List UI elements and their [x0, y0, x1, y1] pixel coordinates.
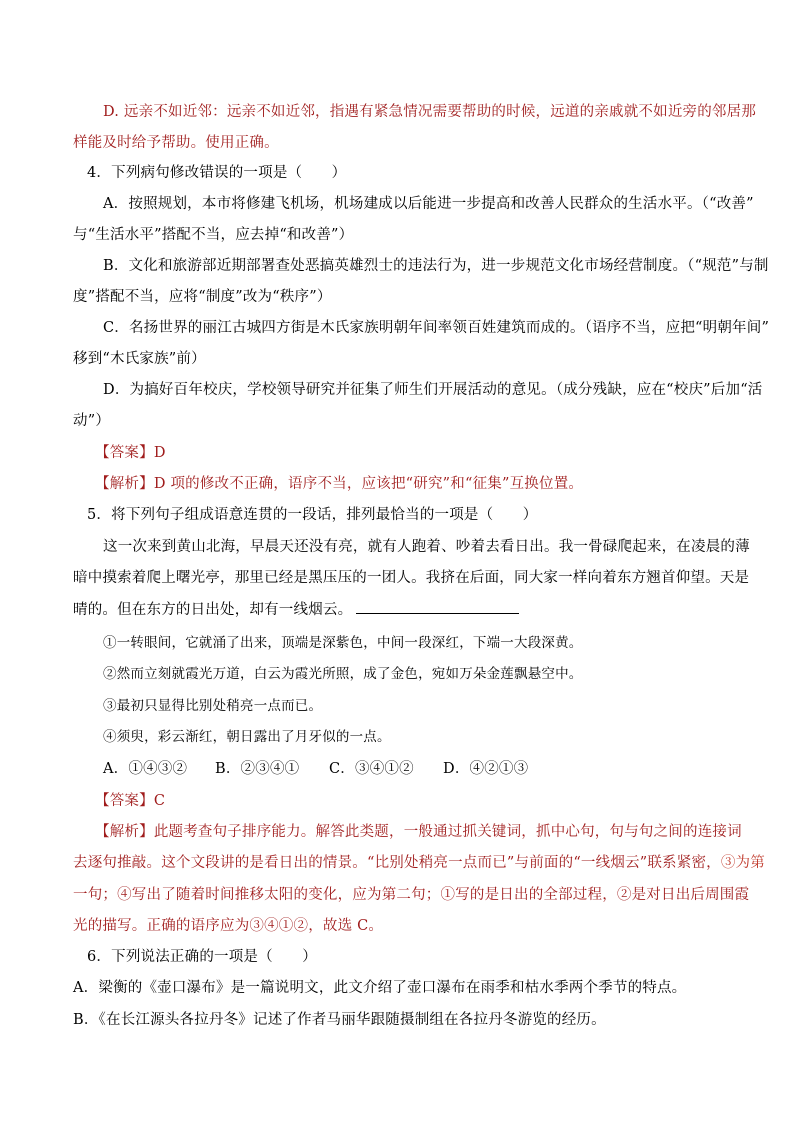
- q4-option-d-line2: 动”）: [73, 413, 111, 429]
- q5-sentence-4: ④须臾，彩云渐红，朝日露出了月牙似的一点。: [103, 729, 391, 745]
- q4-answer: [95, 444, 166, 462]
- q5-passage-line2: 暗中摸索着爬上曙光亭，那里已经是黑压压的一团人。我挤在后面，同大家一样向着东方翘首仰望。天是: [73, 570, 750, 586]
- q5-sentence-2: ②然而立刻就霞光万道，白云为霞光所照，成了金色，宛如万朵金莲飘悬空中。: [103, 666, 583, 682]
- q4-option-a-line2: 与“生活水平”搭配不当，应去掉“和改善”）: [73, 227, 354, 243]
- q5-passage-line1: 这一次来到黄山北海，早晨天还没有亮，就有人跑着、吵着去看日出。我一骨碌爬起来，在凌晨的薄: [103, 539, 750, 555]
- q4-analysis-label: 【解析】: [95, 476, 154, 492]
- q5-answer-label: 【答案】: [95, 793, 154, 809]
- q6-stem: 6．下列说法正确的一项是（ ）: [87, 949, 317, 965]
- q5-analysis-line2: [73, 854, 765, 872]
- q4-option-b-line2: 度”搭配不当，应将“制度”改为“秩序”）: [73, 289, 332, 305]
- q5-passage-line3: [73, 600, 519, 619]
- q3-option-d-line1: D. 远亲不如近邻：远亲不如近邻，指遇有紧急情况需要帮助的时候，远道的亲戚就不如近旁的邻居那: [103, 104, 757, 120]
- q3-option-d-line2: 样能及时给予帮助。使用正确。: [73, 135, 279, 151]
- q5-analysis-line3: 一句；④写出了随着时间推移太阳的变化，应为第二句；①写的是日出的全部过程，②是对日出后周围霞: [73, 887, 750, 903]
- q4-answer-value: D: [153, 445, 166, 461]
- q5-answer-value: C: [153, 793, 166, 809]
- q4-option-d-line1: D．为搞好百年校庆，学校领导研究并征集了师生们开展活动的意见。（成分残缺，应在“校庆”后加“活: [103, 382, 763, 398]
- q5-option-d: D．④②①③: [443, 761, 529, 777]
- q5-analysis-line1: [95, 823, 742, 841]
- q4-option-c-line1: C．名扬世界的丽江古城四方街是木氏家族明朝年间率领百姓建筑而成的。（语序不当，应把“明朝年间”: [103, 320, 770, 336]
- q5-answer-blank: [356, 600, 519, 614]
- q5-sentence-1: ①一转眼间，它就涌了出来，顶端是深紫色，中间一段深红，下端一大段深黄。: [103, 635, 583, 651]
- q5-stem: 5．将下列句子组成语意连贯的一段话，排列最恰当的一项是（ ）: [87, 507, 538, 523]
- q5-analysis-text1: 此题考查句子排序能力。解答此类题，一般通过抓关键词，抓中心句，句与句之间的连接词: [153, 824, 742, 840]
- q5-option-a: A．①④③②: [103, 761, 188, 777]
- q5-analysis-label: 【解析】: [95, 824, 154, 840]
- q4-stem: 4．下列病句修改错误的一项是（ ）: [87, 165, 347, 181]
- q6-option-b: B．《在长江源头各拉丹冬》记述了作者马丽华跟随摄制组在各拉丹冬游览的经历。: [73, 1012, 606, 1028]
- q5-analysis-line4: 光的描写。正确的语序应为③④①②，故选 C。: [73, 918, 384, 934]
- q4-answer-label: 【答案】: [95, 445, 154, 461]
- q5-option-c: C．③④①②: [329, 761, 414, 777]
- q6-option-a: A．梁衡的《壶口瀑布》是一篇说明文，此文介绍了壶口瀑布在雨季和枯水季两个季节的特点。: [73, 980, 687, 996]
- q5-answer: [95, 792, 165, 810]
- q5-passage-line3-text: 晴的。但在东方的日出处，却有一线烟云。: [73, 602, 353, 618]
- q5-sentence-3: ③最初只显得比别处稍亮一点而已。: [103, 698, 323, 714]
- q4-option-a-line1: A．按照规划，本市将修建飞机场，机场建成以后能进一步提高和改善人民群众的生活水平。（“改善”: [103, 196, 754, 212]
- q4-analysis: [95, 475, 583, 493]
- q4-analysis-text: D 项的修改不正确，语序不当，应该把“研究”和“征集”互换位置。: [153, 476, 584, 492]
- q4-option-b-line1: B．文化和旅游部近期部署查处恶搞英雄烈士的违法行为，进一步规范文化市场经营制度。（“规范”与制: [103, 258, 769, 274]
- q5-analysis-highlight: ③为第: [720, 855, 765, 871]
- q5-option-b: B．②③④①: [215, 761, 300, 777]
- q4-option-c-line2: 移到“木氏家族”前）: [73, 351, 206, 367]
- q5-analysis-text2: 去逐句推敲。这个文段讲的是看日出的情景。“比别处稍亮一点而已”与前面的“一线烟云”联系紧密，: [73, 855, 721, 871]
